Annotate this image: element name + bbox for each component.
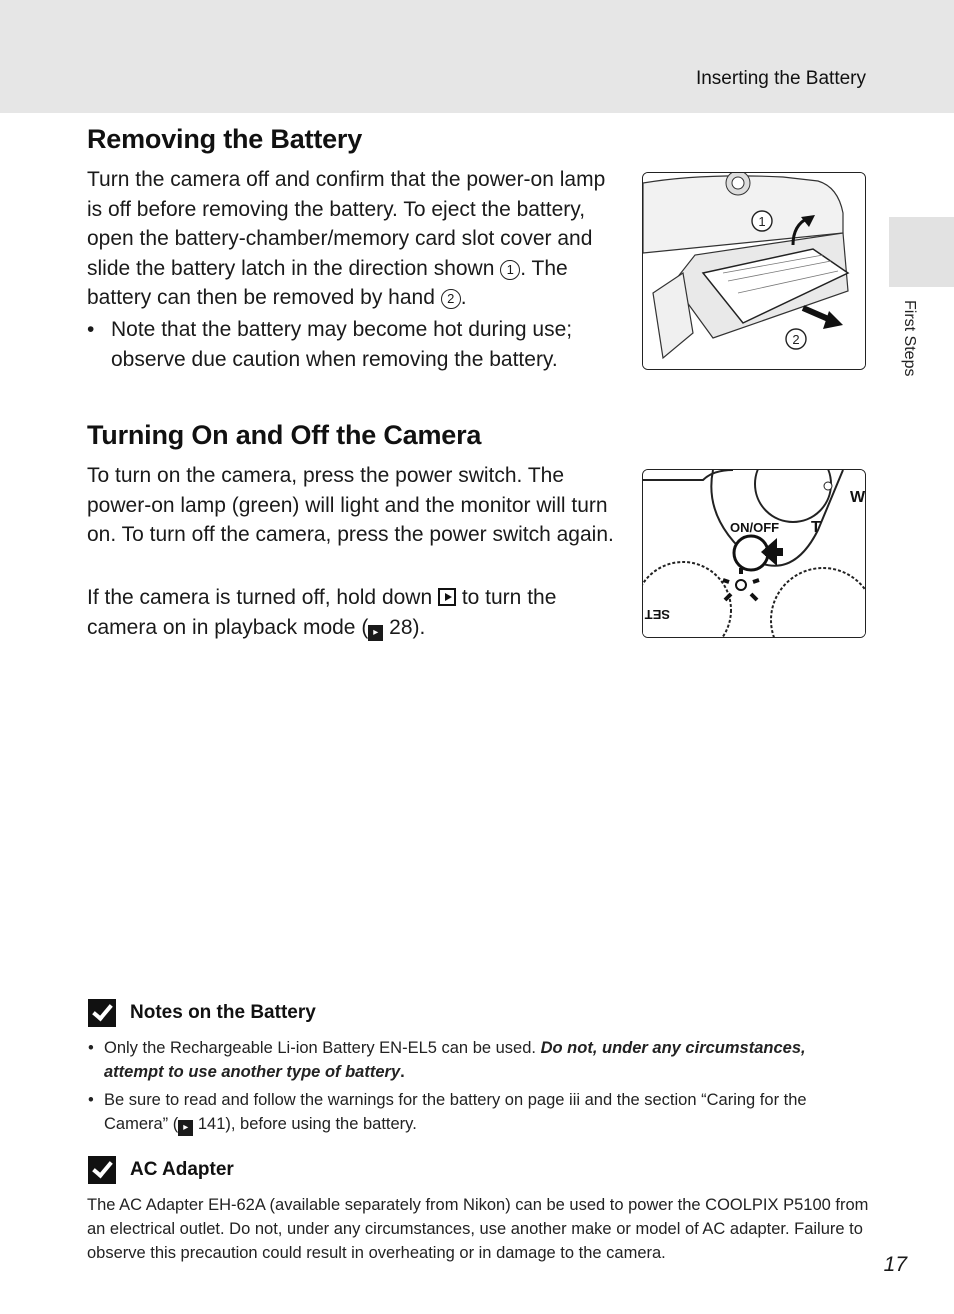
svg-text:T: T: [811, 519, 821, 536]
running-header: Inserting the Battery: [695, 68, 866, 89]
section-heading-removing: Removing the Battery: [87, 124, 363, 154]
notes-battery-bullet-2: • Be sure to read and follow the warnings for the battery on page iii and the section “Caring for the Camera” ( ▸ 141), before using the battery.: [88, 1088, 866, 1136]
notes-battery-bullet-1: • Only the Rechargeable Li-ion Battery EN-EL5 can be used. Do not, under any circumstances, attempt to use another type of battery.: [88, 1039, 806, 1081]
svg-text:ON/OFF: ON/OFF: [730, 520, 780, 535]
step-1-marker: 1: [500, 260, 520, 280]
chapter-tab: [889, 217, 954, 287]
power-switch-illustration: [642, 469, 866, 638]
section-heading-turning: Turning On and Off the Camera: [87, 420, 482, 450]
notes-battery-heading: Notes on the Battery: [88, 999, 316, 1027]
svg-text:1: 1: [758, 214, 766, 229]
battery-removal-illustration: [642, 172, 866, 370]
checkmark-icon: [88, 999, 116, 1027]
removing-bullet: • Note that the battery may become hot during use; observe due caution when removing the battery.: [87, 318, 573, 371]
header-band: [0, 0, 954, 113]
turning-paragraph-1: To turn on the camera, press the power switch. The power-on lamp (green) will light and the monitor will turn on. To turn off the camera, press the power switch again.: [87, 464, 614, 546]
page-reference-icon: ▸: [368, 625, 383, 641]
checkmark-icon: [88, 1156, 116, 1184]
page-reference-icon: ▸: [178, 1120, 193, 1136]
playback-button-icon: [438, 588, 456, 606]
step-2-marker: 2: [441, 289, 461, 309]
ac-adapter-text: The AC Adapter EH-62A (available separately from Nikon) can be used to power the COOLPIX P5100 from an electrical outlet. Do not, under any circumstances, use another make or model of AC adapter. Failure to observe this precaution could result in overheating or in damage to the camera.: [87, 1196, 869, 1262]
removing-paragraph: Turn the camera off and confirm that the power-on lamp is off before removing the battery. To eject the battery, open the battery-chamber/memory card slot cover and slide the battery latch in the direction shown 1 . The battery can then be removed by hand 2 .: [87, 168, 606, 309]
svg-text:SET: SET: [644, 607, 670, 622]
ac-adapter-heading: AC Adapter: [88, 1156, 234, 1184]
page-number: 17: [883, 1253, 907, 1276]
chapter-label: First Steps: [901, 300, 918, 377]
svg-text:W: W: [850, 489, 865, 506]
turning-paragraph-2: If the camera is turned off, hold down to turn the camera on in playback mode ( ▸ 28).: [87, 586, 557, 639]
svg-text:2: 2: [792, 332, 800, 347]
